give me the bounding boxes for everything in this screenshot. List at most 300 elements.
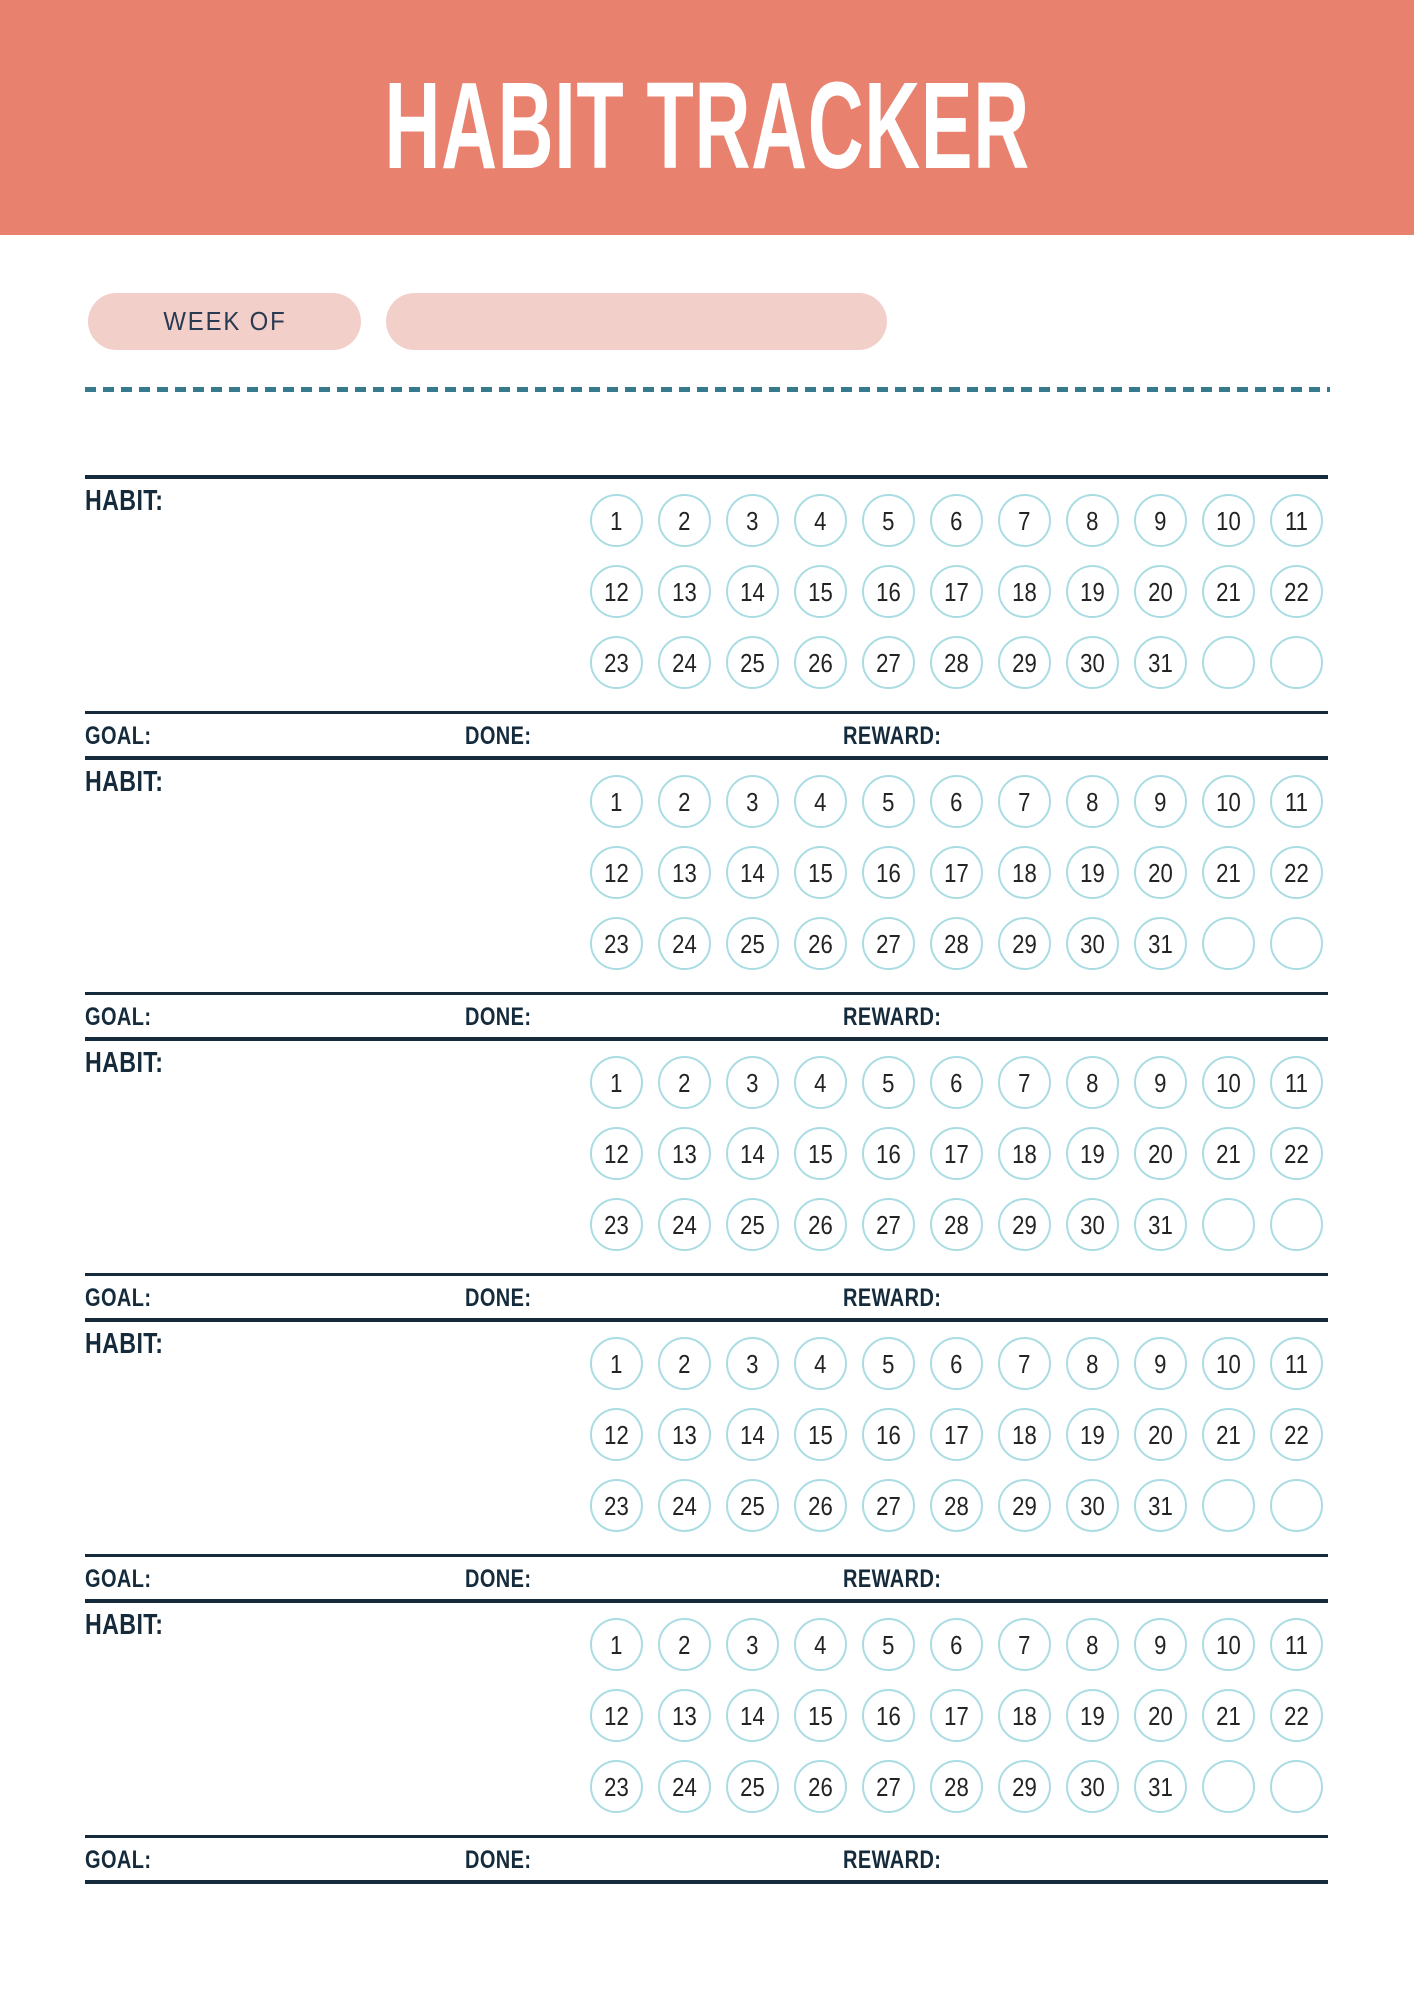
day-number: 3 [746,786,759,817]
day-number: 7 [1018,1629,1031,1660]
day-circle[interactable] [1066,1689,1119,1742]
day-circle[interactable] [658,1618,711,1671]
day-number: 5 [882,1629,895,1660]
done-label: DONE: [465,1003,532,1031]
day-number: 23 [604,1490,629,1521]
day-circle[interactable] [794,1618,847,1671]
day-circle[interactable] [658,636,711,689]
day-circle[interactable] [658,1198,711,1251]
day-number: 22 [1284,1419,1309,1450]
day-circle[interactable] [794,494,847,547]
day-number: 27 [876,928,901,959]
day-circle[interactable] [930,917,983,970]
day-number: 21 [1216,857,1241,888]
day-number: 5 [882,1067,895,1098]
day-circle[interactable] [794,917,847,970]
day-circle[interactable] [930,775,983,828]
day-circle[interactable] [590,1198,643,1251]
day-circle[interactable] [590,494,643,547]
day-circle[interactable] [658,565,711,618]
day-circle[interactable] [862,1056,915,1109]
day-circle[interactable] [1066,1127,1119,1180]
day-number: 27 [876,1209,901,1240]
day-circle[interactable] [794,1408,847,1461]
day-circle[interactable] [794,1056,847,1109]
day-circle[interactable] [658,775,711,828]
day-circle[interactable] [590,1689,643,1742]
day-circle[interactable] [998,1760,1051,1813]
day-number: 8 [1086,1067,1099,1098]
habit-sections [85,475,1328,1884]
day-circle[interactable] [726,1056,779,1109]
day-circle[interactable] [998,1337,1051,1390]
day-number: 1 [610,786,623,817]
empty-day-circle [1270,1760,1323,1813]
day-circle[interactable] [1066,1760,1119,1813]
day-circle[interactable] [726,1198,779,1251]
day-number: 8 [1086,1348,1099,1379]
day-circle[interactable] [862,1479,915,1532]
day-number: 5 [882,1348,895,1379]
day-circle[interactable] [930,1689,983,1742]
day-circle[interactable] [1134,917,1187,970]
day-circle[interactable] [1134,1689,1187,1742]
day-circle[interactable] [726,1760,779,1813]
day-circle[interactable] [658,1689,711,1742]
day-circle[interactable] [930,1198,983,1251]
habit-label: HABIT: [85,1609,164,1641]
day-circle[interactable] [726,494,779,547]
day-number: 3 [746,505,759,536]
day-circle[interactable] [726,1618,779,1671]
day-number: 28 [944,1771,969,1802]
day-circle[interactable] [658,1408,711,1461]
day-circle[interactable] [1066,1337,1119,1390]
day-circle[interactable] [1270,1056,1323,1109]
day-number: 17 [944,857,969,888]
day-number: 24 [672,1771,697,1802]
day-circle[interactable] [862,636,915,689]
day-circle[interactable] [1270,1127,1323,1180]
day-circle[interactable] [1134,1760,1187,1813]
day-number: 1 [610,1629,623,1660]
done-label: DONE: [465,1565,532,1593]
day-number: 19 [1080,1700,1105,1731]
day-number: 9 [1154,1629,1167,1660]
habit-section [85,756,1328,1037]
day-circle[interactable] [726,636,779,689]
day-number: 17 [944,576,969,607]
day-circle[interactable] [1270,846,1323,899]
day-number: 3 [746,1067,759,1098]
day-number: 13 [672,1700,697,1731]
day-circle[interactable] [1066,1479,1119,1532]
day-circle[interactable] [1202,1056,1255,1109]
day-circle-grid [590,1337,1323,1532]
day-circle[interactable] [998,775,1051,828]
day-circle[interactable] [862,565,915,618]
day-circle[interactable] [726,917,779,970]
day-circle[interactable] [998,494,1051,547]
day-circle[interactable] [1202,846,1255,899]
day-number: 20 [1148,1700,1173,1731]
day-circle[interactable] [862,917,915,970]
day-number: 8 [1086,1629,1099,1660]
day-circle[interactable] [590,1408,643,1461]
day-number: 15 [808,1700,833,1731]
day-circle[interactable] [1270,1337,1323,1390]
day-number: 16 [876,1700,901,1731]
day-circle-grid [590,1618,1323,1813]
day-number: 29 [1012,647,1037,678]
day-number: 20 [1148,1138,1173,1169]
done-label: DONE: [465,1846,532,1874]
day-number: 4 [814,1629,827,1660]
empty-day-circle [1202,917,1255,970]
day-number: 15 [808,576,833,607]
day-circle[interactable] [794,1479,847,1532]
day-number: 16 [876,857,901,888]
day-circle[interactable] [658,1056,711,1109]
day-circle[interactable] [726,1127,779,1180]
day-circle[interactable] [930,1127,983,1180]
day-number: 15 [808,1138,833,1169]
day-circle[interactable] [998,1618,1051,1671]
day-number: 1 [610,1348,623,1379]
day-circle[interactable] [794,1127,847,1180]
day-number: 10 [1216,1067,1241,1098]
day-number: 17 [944,1419,969,1450]
day-circle[interactable] [658,1127,711,1180]
goal-label: GOAL: [85,1565,152,1593]
day-circle[interactable] [1066,494,1119,547]
day-number: 19 [1080,576,1105,607]
day-circle[interactable] [1066,1618,1119,1671]
day-circle[interactable] [1134,565,1187,618]
day-number: 18 [1012,576,1037,607]
day-circle[interactable] [1066,846,1119,899]
day-number: 27 [876,1490,901,1521]
day-circle[interactable] [726,1689,779,1742]
day-circle[interactable] [1066,565,1119,618]
empty-day-circle [1270,1198,1323,1251]
reward-label: REWARD: [843,1565,942,1593]
goal-row [85,992,1328,1037]
day-circle[interactable] [1066,1056,1119,1109]
reward-label: REWARD: [843,1846,942,1874]
day-number: 9 [1154,1067,1167,1098]
dashed-divider [85,387,1330,392]
day-circle[interactable] [590,636,643,689]
day-circle[interactable] [726,846,779,899]
empty-day-circle [1270,917,1323,970]
day-number: 23 [604,647,629,678]
day-circle[interactable] [590,775,643,828]
day-circle[interactable] [794,636,847,689]
day-number: 25 [740,1771,765,1802]
day-number: 29 [1012,1209,1037,1240]
goal-label: GOAL: [85,1284,152,1312]
day-number: 17 [944,1138,969,1169]
habit-section [85,1037,1328,1318]
day-circle[interactable] [998,1689,1051,1742]
day-circle[interactable] [658,917,711,970]
day-number: 29 [1012,1771,1037,1802]
day-circle[interactable] [726,775,779,828]
day-number: 31 [1148,1490,1173,1521]
day-number: 22 [1284,1700,1309,1731]
day-number: 18 [1012,1138,1037,1169]
day-circle[interactable] [590,917,643,970]
day-number: 18 [1012,1700,1037,1731]
day-number: 26 [808,1490,833,1521]
day-circle[interactable] [998,565,1051,618]
day-number: 2 [678,1629,691,1660]
day-circle[interactable] [1270,775,1323,828]
day-circle[interactable] [862,1689,915,1742]
day-circle[interactable] [794,846,847,899]
day-number: 16 [876,576,901,607]
day-circle[interactable] [1202,565,1255,618]
day-circle[interactable] [658,846,711,899]
day-number: 26 [808,1209,833,1240]
day-circle[interactable] [862,1127,915,1180]
day-number: 14 [740,1700,765,1731]
day-circle[interactable] [862,1198,915,1251]
day-circle[interactable] [1134,636,1187,689]
day-circle[interactable] [930,1056,983,1109]
day-number: 30 [1080,1771,1105,1802]
day-circle[interactable] [1134,775,1187,828]
day-number: 18 [1012,857,1037,888]
day-circle[interactable] [794,775,847,828]
day-circle[interactable] [726,1337,779,1390]
day-circle[interactable] [1202,1408,1255,1461]
day-circle[interactable] [862,1760,915,1813]
day-number: 2 [678,505,691,536]
day-number: 7 [1018,505,1031,536]
day-number: 12 [604,1700,629,1731]
day-number: 20 [1148,576,1173,607]
goal-row [85,711,1328,756]
done-label: DONE: [465,722,532,750]
day-circle[interactable] [658,1337,711,1390]
day-circle[interactable] [998,1056,1051,1109]
day-number: 6 [950,1629,963,1660]
day-circle[interactable] [590,1127,643,1180]
day-number: 28 [944,928,969,959]
day-circle[interactable] [998,846,1051,899]
habit-label: HABIT: [85,766,164,798]
day-circle[interactable] [930,494,983,547]
day-circle[interactable] [1202,1127,1255,1180]
day-number: 9 [1154,1348,1167,1379]
day-circle[interactable] [1134,1056,1187,1109]
day-circle[interactable] [1270,1618,1323,1671]
day-circle[interactable] [1202,494,1255,547]
day-number: 4 [814,505,827,536]
day-circle[interactable] [1202,1618,1255,1671]
day-number: 10 [1216,1348,1241,1379]
day-number: 2 [678,1348,691,1379]
day-number: 25 [740,928,765,959]
day-circle[interactable] [1270,565,1323,618]
day-circle[interactable] [998,1198,1051,1251]
day-circle[interactable] [930,636,983,689]
day-circle[interactable] [930,1760,983,1813]
day-circle[interactable] [930,1337,983,1390]
day-number: 21 [1216,1700,1241,1731]
day-circle[interactable] [794,1689,847,1742]
day-circle[interactable] [1066,775,1119,828]
day-circle[interactable] [930,1618,983,1671]
day-number: 11 [1285,505,1308,536]
day-circle[interactable] [1134,1127,1187,1180]
day-number: 16 [876,1138,901,1169]
day-circle[interactable] [1134,1337,1187,1390]
day-number: 26 [808,928,833,959]
day-circle[interactable] [930,1479,983,1532]
day-circle[interactable] [590,1618,643,1671]
day-number: 15 [808,857,833,888]
day-circle[interactable] [1066,636,1119,689]
day-number: 12 [604,1138,629,1169]
day-number: 20 [1148,1419,1173,1450]
day-circle[interactable] [1270,494,1323,547]
day-number: 13 [672,1138,697,1169]
day-circle[interactable] [1134,846,1187,899]
day-circle[interactable] [1134,1618,1187,1671]
day-circle[interactable] [1066,917,1119,970]
day-circle[interactable] [1134,494,1187,547]
day-circle[interactable] [794,1760,847,1813]
day-circle[interactable] [590,1479,643,1532]
day-circle[interactable] [862,775,915,828]
day-number: 9 [1154,505,1167,536]
reward-label: REWARD: [843,1003,942,1031]
day-circle[interactable] [930,846,983,899]
day-circle[interactable] [998,1408,1051,1461]
day-circle[interactable] [590,1760,643,1813]
day-circle[interactable] [726,1479,779,1532]
day-number: 4 [814,1067,827,1098]
day-circle[interactable] [1134,1408,1187,1461]
day-number: 16 [876,1419,901,1450]
day-number: 24 [672,1490,697,1521]
day-circle-grid [590,775,1323,970]
day-number: 27 [876,1771,901,1802]
day-circle[interactable] [998,636,1051,689]
day-circle[interactable] [1202,1337,1255,1390]
day-number: 11 [1285,786,1308,817]
empty-day-circle [1202,1760,1255,1813]
day-number: 11 [1285,1629,1308,1660]
day-number: 23 [604,1771,629,1802]
empty-day-circle [1202,1479,1255,1532]
page-title: HABIT TRACKER [384,58,1030,195]
day-circle[interactable] [1270,1408,1323,1461]
day-circle[interactable] [1134,1479,1187,1532]
day-circle[interactable] [1134,1198,1187,1251]
day-circle[interactable] [590,1337,643,1390]
day-number: 29 [1012,1490,1037,1521]
day-number: 19 [1080,1419,1105,1450]
day-number: 29 [1012,928,1037,959]
day-number: 30 [1080,1490,1105,1521]
day-number: 30 [1080,928,1105,959]
day-number: 12 [604,1419,629,1450]
day-circle[interactable] [590,1056,643,1109]
day-circle[interactable] [1066,1408,1119,1461]
goal-label: GOAL: [85,722,152,750]
done-label: DONE: [465,1284,532,1312]
day-number: 11 [1285,1067,1308,1098]
day-circle[interactable] [1202,775,1255,828]
day-number: 28 [944,1209,969,1240]
day-circle[interactable] [794,1198,847,1251]
day-circle[interactable] [794,1337,847,1390]
day-number: 22 [1284,1138,1309,1169]
empty-day-circle [1202,1198,1255,1251]
day-circle[interactable] [930,1408,983,1461]
day-circle[interactable] [726,565,779,618]
day-number: 15 [808,1419,833,1450]
day-number: 10 [1216,1629,1241,1660]
day-number: 24 [672,1209,697,1240]
day-number: 26 [808,1771,833,1802]
day-number: 30 [1080,1209,1105,1240]
day-number: 14 [740,1138,765,1169]
day-circle[interactable] [658,494,711,547]
day-circle[interactable] [862,1408,915,1461]
empty-day-circle [1202,636,1255,689]
day-number: 5 [882,786,895,817]
day-circle[interactable] [998,1127,1051,1180]
day-circle[interactable] [930,565,983,618]
week-of-input[interactable] [386,293,887,350]
day-circle[interactable] [726,1408,779,1461]
day-circle[interactable] [862,1337,915,1390]
reward-label: REWARD: [843,1284,942,1312]
day-circle[interactable] [590,846,643,899]
goal-label: GOAL: [85,1003,152,1031]
day-circle[interactable] [862,494,915,547]
day-circle[interactable] [590,565,643,618]
day-circle[interactable] [1066,1198,1119,1251]
day-number: 1 [610,1067,623,1098]
day-number: 19 [1080,1138,1105,1169]
day-number: 12 [604,576,629,607]
day-number: 5 [882,505,895,536]
habit-label: HABIT: [85,1328,164,1360]
day-circle[interactable] [794,565,847,618]
day-number: 6 [950,1348,963,1379]
day-circle[interactable] [862,846,915,899]
week-of-label-pill [88,293,361,350]
day-circle[interactable] [658,1479,711,1532]
day-number: 17 [944,1700,969,1731]
day-circle[interactable] [658,1760,711,1813]
day-circle-grid [590,494,1323,689]
day-number: 23 [604,928,629,959]
day-circle[interactable] [998,1479,1051,1532]
day-circle[interactable] [998,917,1051,970]
day-number: 1 [610,505,623,536]
day-number: 25 [740,647,765,678]
day-circle[interactable] [1270,1689,1323,1742]
day-circle[interactable] [1202,1689,1255,1742]
day-circle[interactable] [862,1618,915,1671]
